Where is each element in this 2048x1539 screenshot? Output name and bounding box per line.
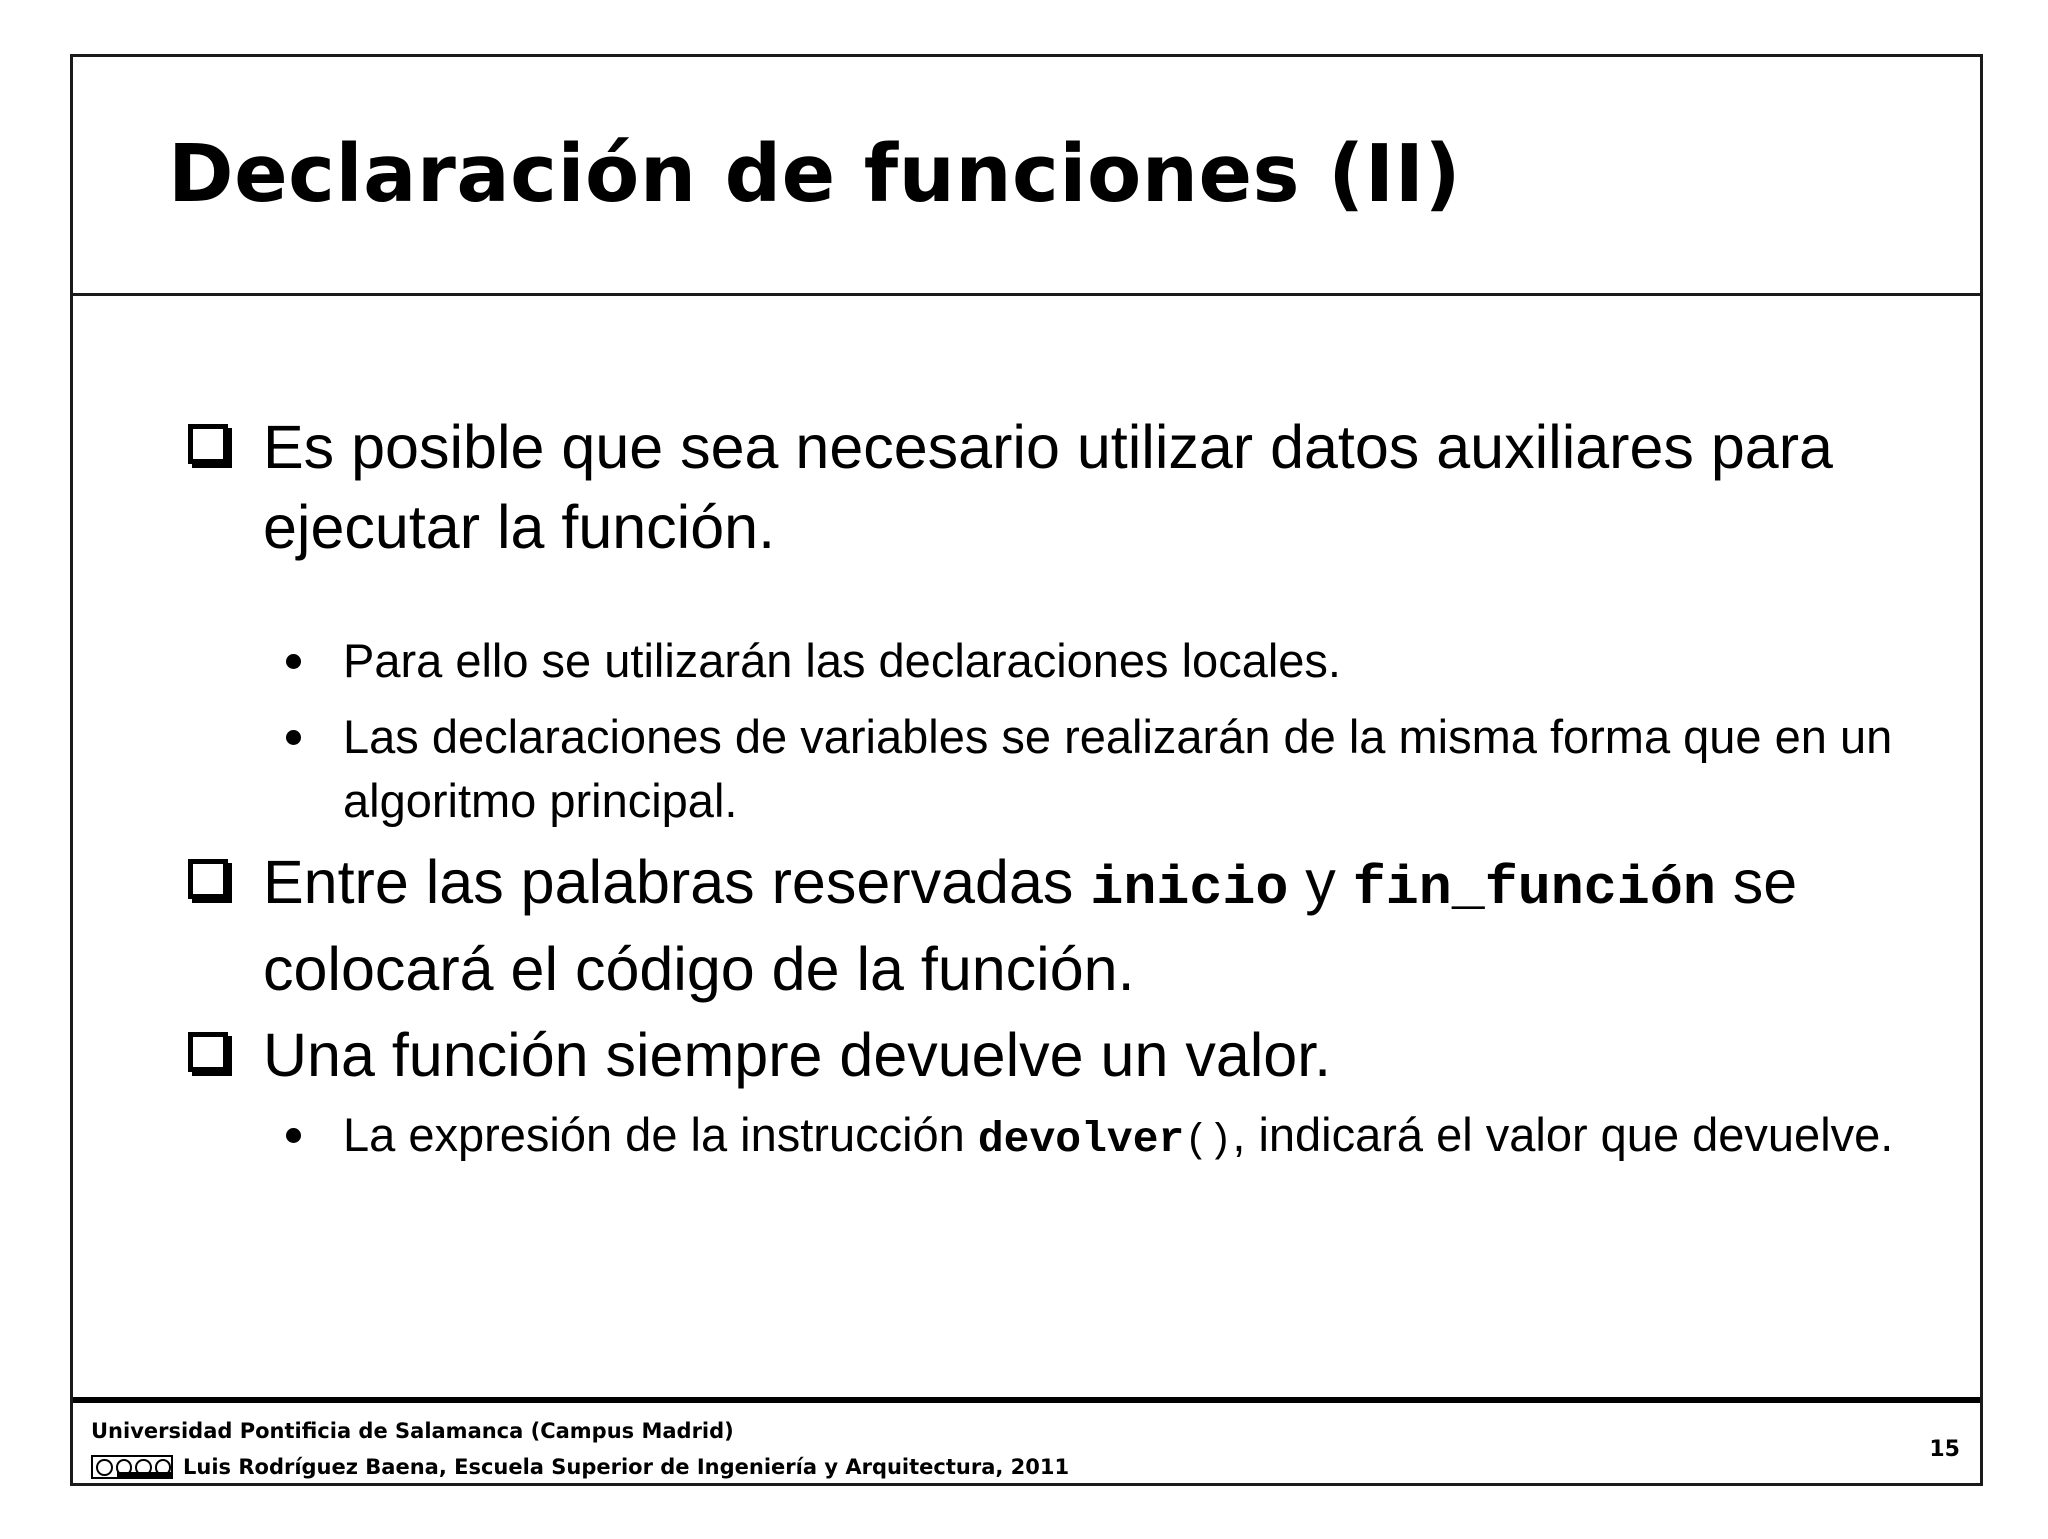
bullet-3-sub-1 <box>188 1103 1963 1174</box>
bullet-1-sub-2 <box>188 705 1963 833</box>
keyword-devolver-parens: () <box>1184 1119 1233 1164</box>
slide-title: Declaración de funciones (II) <box>168 128 1462 220</box>
bullet-1-sub-1 <box>188 629 1963 693</box>
keyword-fin-funcion: fin_función <box>1352 857 1716 920</box>
round-bullet-icon <box>286 1128 301 1143</box>
bullet-2-text-after: se colocará el código de la función. <box>263 848 1798 1003</box>
bullet-3-sub-1-text-before: La expresión de la instrucción <box>343 1108 978 1161</box>
slide-frame <box>70 54 1983 1486</box>
bullet-2-text-before: Entre las palabras reservadas <box>263 848 1091 916</box>
bullet-1-sub-2-text: Las declaraciones de variables se realizarán de la misma forma que en un algoritmo principal. <box>343 710 1893 827</box>
footer-author-line <box>91 1455 1069 1479</box>
bullet-3-sub-1-text-after: , indicará el valor que devuelve. <box>1232 1108 1894 1161</box>
creative-commons-icon <box>91 1455 173 1479</box>
round-bullet-icon <box>286 654 301 669</box>
title-bar <box>73 57 1980 296</box>
bullet-1 <box>188 407 2023 567</box>
bullet-3 <box>188 1015 2023 1095</box>
square-bullet-icon <box>188 859 228 899</box>
keyword-inicio: inicio <box>1090 857 1289 920</box>
footer-institution: Universidad Pontificia de Salamanca (Campus Madrid) <box>91 1419 734 1443</box>
page-number: 15 <box>1929 1437 1960 1462</box>
slide-footer <box>73 1397 1980 1486</box>
bullet-2 <box>188 842 2023 1009</box>
keyword-devolver: devolver <box>977 1115 1185 1164</box>
footer-author: Luis Rodríguez Baena, Escuela Superior de Ingeniería y Arquitectura, 2011 <box>183 1455 1070 1479</box>
bullet-3-text: Una función siempre devuelve un valor. <box>263 1021 1332 1089</box>
bullet-2-text-middle: y <box>1288 848 1353 916</box>
square-bullet-icon <box>188 424 228 464</box>
bullet-1-text: Es posible que sea necesario utilizar datos auxiliares para ejecutar la función. <box>263 413 1833 561</box>
round-bullet-icon <box>286 730 301 745</box>
bullet-1-sub-1-text: Para ello se utilizarán las declaraciones locales. <box>343 634 1341 687</box>
square-bullet-icon <box>188 1032 228 1072</box>
